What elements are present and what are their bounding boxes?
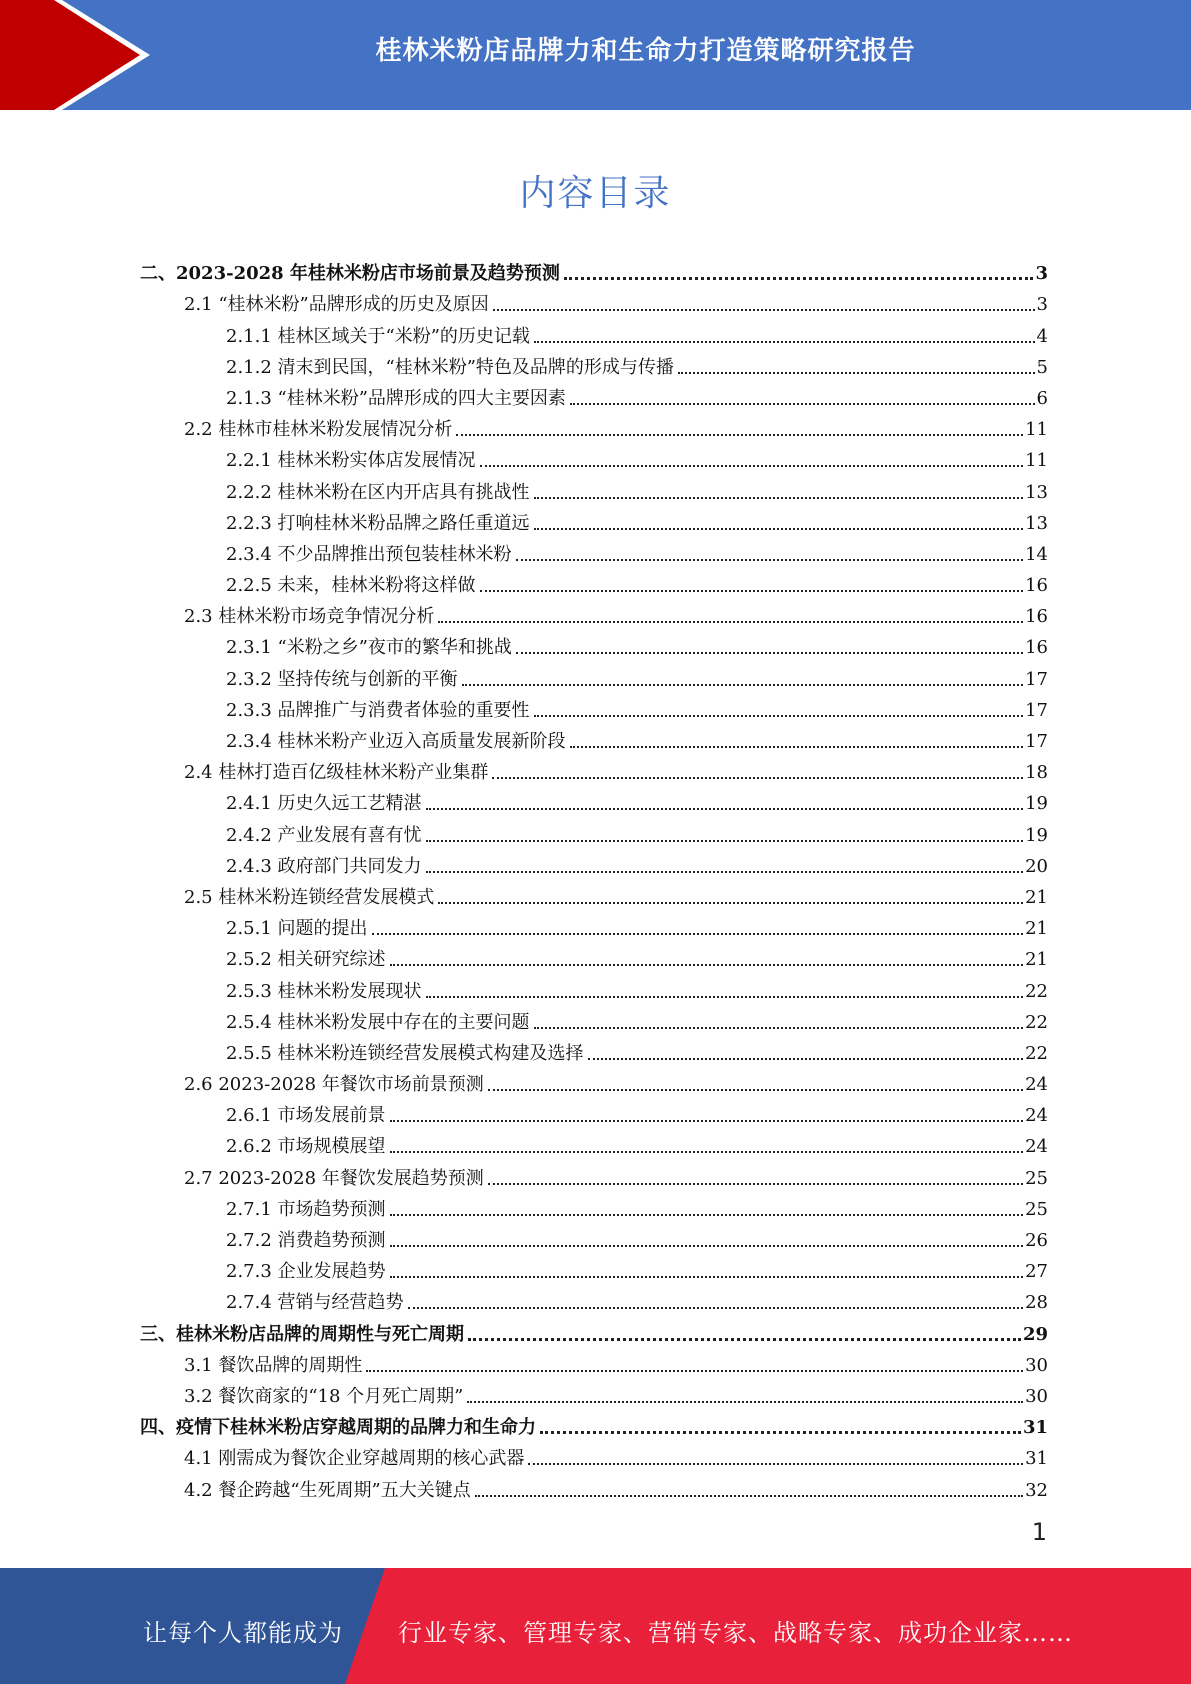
toc-dot-leader (390, 1213, 1024, 1216)
toc-entry-label: 2.1.3 “桂林米粉”品牌形成的四大主要因素 (226, 387, 566, 409)
toc-entry-label: 2.4.1 历史久远工艺精湛 (226, 793, 422, 815)
toc-entry-label: 2.2.3 打响桂林米粉品牌之路任重道远 (226, 512, 530, 534)
toc-entry[interactable] (140, 1221, 1048, 1252)
toc-entry-label: 2.1 “桂林米粉”品牌形成的历史及原因 (184, 294, 489, 316)
toc-entry[interactable] (140, 597, 1048, 628)
toc-dot-leader (516, 651, 1023, 654)
toc-entry-label: 2.5.3 桂林米粉发展现状 (226, 980, 422, 1002)
toc-entry[interactable] (140, 504, 1048, 535)
toc-entry[interactable] (140, 316, 1048, 347)
toc-entry[interactable] (140, 753, 1048, 784)
toc-entry-page: 3 (1036, 294, 1048, 316)
toc-dot-leader (564, 276, 1034, 280)
toc-dot-leader (468, 1337, 1021, 1341)
toc-dot-leader (426, 839, 1024, 842)
toc-entry-label: 4.2 餐企跨越“生死周期”五大关键点 (184, 1479, 471, 1501)
toc-entry[interactable] (140, 940, 1048, 971)
toc-dot-leader (534, 527, 1024, 530)
toc-entry[interactable] (140, 878, 1048, 909)
toc-entry[interactable] (140, 847, 1048, 878)
toc-dot-leader (390, 1119, 1024, 1122)
toc-entry-page: 19 (1025, 824, 1048, 846)
toc-entry-label: 2.5.4 桂林米粉发展中存在的主要问题 (226, 1011, 530, 1033)
toc-entry-label: 2.2.2 桂林米粉在区内开店具有挑战性 (226, 481, 530, 503)
toc-entry[interactable] (140, 1127, 1048, 1158)
toc-dot-leader (390, 963, 1024, 966)
toc-entry[interactable] (140, 441, 1048, 472)
toc-dot-leader (456, 433, 1023, 436)
footer-slogan-right: 行业专家、管理专家、营销专家、战略专家、成功企业家…… (398, 1619, 1073, 1647)
toc-entry-label: 2.2 桂林市桂林米粉发展情况分析 (184, 419, 453, 441)
toc-dot-leader (534, 496, 1024, 499)
toc-entry-page: 22 (1025, 1011, 1048, 1033)
toc-entry-label: 2.6 2023-2028 年餐饮市场前景预测 (184, 1074, 484, 1096)
toc-entry[interactable] (140, 628, 1048, 659)
toc-entry-page: 21 (1025, 918, 1048, 940)
toc-entry[interactable] (140, 691, 1048, 722)
toc-entry[interactable] (140, 1439, 1048, 1470)
toc-entry-label: 2.7.2 消费趋势预测 (226, 1230, 386, 1251)
toc-dot-leader (426, 807, 1024, 810)
toc-entry-page: 6 (1036, 387, 1048, 409)
toc-entry[interactable] (140, 566, 1048, 597)
toc-entry[interactable] (140, 285, 1048, 316)
toc-entry[interactable] (140, 909, 1048, 940)
toc-entry-page: 29 (1022, 1323, 1048, 1345)
toc-entry-page: 28 (1025, 1292, 1048, 1314)
toc-entry[interactable] (140, 815, 1048, 846)
toc-entry-page: 16 (1025, 637, 1048, 659)
toc-entry-page: 27 (1025, 1261, 1048, 1283)
toc-entry[interactable] (140, 722, 1048, 753)
toc-entry-page: 22 (1025, 980, 1048, 1002)
toc-entry[interactable] (140, 1065, 1048, 1096)
toc-entry[interactable] (140, 784, 1048, 815)
toc-entry-page: 31 (1022, 1417, 1048, 1439)
toc-dot-leader (570, 745, 1024, 748)
toc-entry-page: 13 (1025, 481, 1048, 503)
toc-entry-label: 2.1.1 桂林区域关于“米粉”的历史记载 (226, 325, 530, 347)
toc-entry[interactable] (140, 472, 1048, 503)
toc-entry-page: 19 (1025, 793, 1048, 815)
page-footer (0, 1568, 1191, 1684)
toc-dot-leader (426, 995, 1024, 998)
toc-dot-leader (488, 1088, 1023, 1091)
toc-entry[interactable] (140, 1283, 1048, 1314)
toc-entry-label: 3.1 餐饮品牌的周期性 (184, 1354, 363, 1376)
toc-entry-page: 4 (1036, 325, 1048, 347)
toc-dot-leader (475, 1494, 1023, 1497)
toc-entry[interactable] (140, 535, 1048, 566)
toc-title: 内容目录 (519, 173, 672, 214)
toc-entry-label: 2.3.3 品牌推广与消费者体验的重要性 (226, 699, 530, 721)
toc-dot-leader (492, 776, 1023, 779)
toc-entry-page: 14 (1025, 543, 1048, 565)
toc-dot-leader (534, 340, 1035, 343)
toc-entry[interactable] (140, 410, 1048, 441)
toc-dot-leader (390, 1275, 1024, 1278)
toc-dot-leader (390, 1150, 1024, 1153)
toc-entry-page: 25 (1025, 1198, 1048, 1220)
toc-entry-page: 16 (1025, 575, 1048, 597)
toc-dot-leader (438, 620, 1023, 623)
toc-entry-label: 3.2 餐饮商家的“18 个月死亡周期” (184, 1385, 464, 1407)
toc-dot-leader (534, 1026, 1024, 1029)
toc-entry-label: 2.4.3 政府部门共同发力 (226, 855, 422, 877)
toc-dot-leader (570, 402, 1035, 405)
toc-dot-leader (426, 870, 1024, 873)
toc-entry-label: 2.3.2 坚持传统与创新的平衡 (226, 668, 458, 690)
toc-entry-label: 2.7 2023-2028 年餐饮发展趋势预测 (184, 1167, 484, 1189)
toc-entry-label: 2.5 桂林米粉连锁经营发展模式 (184, 886, 435, 908)
table-of-contents (140, 254, 1048, 1502)
toc-entry-label: 2.3 桂林米粉市场竞争情况分析 (184, 606, 435, 628)
toc-entry-page: 3 (1035, 263, 1048, 285)
toc-entry-page: 30 (1025, 1354, 1048, 1376)
toc-dot-leader (462, 683, 1024, 686)
toc-entry[interactable] (140, 1034, 1048, 1065)
toc-entry[interactable] (140, 1346, 1048, 1377)
toc-entry-label: 4.1 刚需成为餐饮企业穿越周期的核心武器 (184, 1448, 525, 1470)
toc-entry-label: 2.5.5 桂林米粉连锁经营发展模式构建及选择 (226, 1042, 584, 1064)
toc-entry-label: 2.4.2 产业发展有喜有忧 (226, 824, 422, 846)
toc-entry-page: 24 (1025, 1136, 1048, 1158)
toc-entry-page: 16 (1025, 606, 1048, 628)
toc-entry-page: 26 (1025, 1230, 1048, 1251)
toc-entry-label: 2.4 桂林打造百亿级桂林米粉产业集群 (184, 762, 489, 784)
toc-entry-label: 2.3.4 桂林米粉产业迈入高质量发展新阶段 (226, 731, 566, 752)
toc-dot-leader (678, 371, 1035, 374)
toc-entry-page: 21 (1025, 886, 1048, 908)
toc-dot-leader (588, 1057, 1024, 1060)
toc-entry[interactable] (140, 659, 1048, 690)
toc-entry-page: 25 (1025, 1167, 1048, 1189)
toc-entry-page: 11 (1025, 419, 1048, 441)
toc-dot-leader (372, 932, 1024, 935)
footer-slogan-left: 让每个人都能成为 (143, 1619, 343, 1647)
toc-entry-page: 32 (1025, 1479, 1048, 1501)
toc-entry-page: 17 (1025, 699, 1048, 721)
toc-dot-leader (390, 1244, 1024, 1247)
toc-entry[interactable] (140, 1470, 1048, 1501)
toc-entry-label: 二、2023-2028 年桂林米粉店市场前景及趋势预测 (140, 263, 560, 285)
toc-entry-label: 2.6.2 市场规模展望 (226, 1136, 386, 1158)
toc-entry[interactable] (140, 1003, 1048, 1034)
toc-entry[interactable] (140, 1408, 1048, 1439)
toc-entry[interactable] (140, 971, 1048, 1002)
toc-entry-label: 2.3.4 不少品牌推出预包装桂林米粉 (226, 543, 512, 565)
toc-entry-page: 30 (1025, 1385, 1048, 1407)
toc-dot-leader (438, 901, 1023, 904)
toc-entry[interactable] (140, 1158, 1048, 1189)
toc-entry-label: 四、疫情下桂林米粉店穿越周期的品牌力和生命力 (140, 1417, 536, 1439)
toc-entry-label: 2.7.4 营销与经营趋势 (226, 1292, 404, 1314)
toc-dot-leader (493, 308, 1035, 311)
toc-dot-leader (480, 589, 1024, 592)
toc-entry[interactable] (140, 1377, 1048, 1408)
toc-entry-label: 2.7.1 市场趋势预测 (226, 1198, 386, 1220)
toc-entry-label: 2.5.1 问题的提出 (226, 918, 368, 940)
toc-entry-page: 20 (1025, 855, 1048, 877)
toc-entry[interactable] (140, 1314, 1048, 1345)
toc-entry-label: 2.5.2 相关研究综述 (226, 949, 386, 971)
toc-dot-leader (488, 1182, 1023, 1185)
toc-entry-page: 31 (1025, 1448, 1048, 1470)
toc-entry[interactable] (140, 379, 1048, 410)
report-title: 桂林米粉店品牌力和生命力打造策略研究报告 (375, 36, 916, 66)
toc-entry-page: 5 (1036, 356, 1048, 378)
toc-dot-leader (408, 1306, 1024, 1309)
page-number: 1 (1031, 1518, 1047, 1546)
toc-dot-leader (516, 558, 1024, 561)
toc-entry-label: 2.6.1 市场发展前景 (226, 1105, 386, 1127)
toc-entry[interactable] (140, 1096, 1048, 1127)
toc-entry[interactable] (140, 1252, 1048, 1283)
toc-entry-page: 11 (1025, 450, 1048, 472)
toc-entry-page: 18 (1025, 762, 1048, 784)
toc-dot-leader (534, 714, 1024, 717)
toc-entry[interactable] (140, 1190, 1048, 1221)
toc-entry[interactable] (140, 348, 1048, 379)
toc-entry-page: 13 (1025, 512, 1048, 534)
toc-entry-label: 三、桂林米粉店品牌的周期性与死亡周期 (140, 1323, 464, 1345)
toc-entry-page: 24 (1025, 1074, 1048, 1096)
toc-dot-leader (480, 464, 1024, 467)
toc-entry-page: 21 (1025, 949, 1048, 971)
toc-dot-leader (528, 1462, 1023, 1465)
toc-entry-label: 2.3.1 “米粉之乡”夜市的繁华和挑战 (226, 637, 512, 659)
page-header (0, 0, 1191, 110)
toc-entry-label: 2.7.3 企业发展趋势 (226, 1261, 386, 1283)
toc-dot-leader (467, 1400, 1023, 1403)
toc-entry-page: 22 (1025, 1042, 1048, 1064)
toc-entry-label: 2.1.2 清末到民国，“桂林米粉”特色及品牌的形成与传播 (226, 356, 674, 378)
toc-entry-page: 17 (1025, 668, 1048, 690)
toc-dot-leader (366, 1369, 1023, 1372)
toc-entry-page: 24 (1025, 1105, 1048, 1127)
toc-dot-leader (540, 1430, 1021, 1434)
toc-entry-page: 17 (1025, 731, 1048, 752)
toc-entry-label: 2.2.5 未来，桂林米粉将这样做 (226, 575, 476, 597)
toc-entry[interactable] (140, 254, 1048, 285)
toc-entry-label: 2.2.1 桂林米粉实体店发展情况 (226, 450, 476, 472)
